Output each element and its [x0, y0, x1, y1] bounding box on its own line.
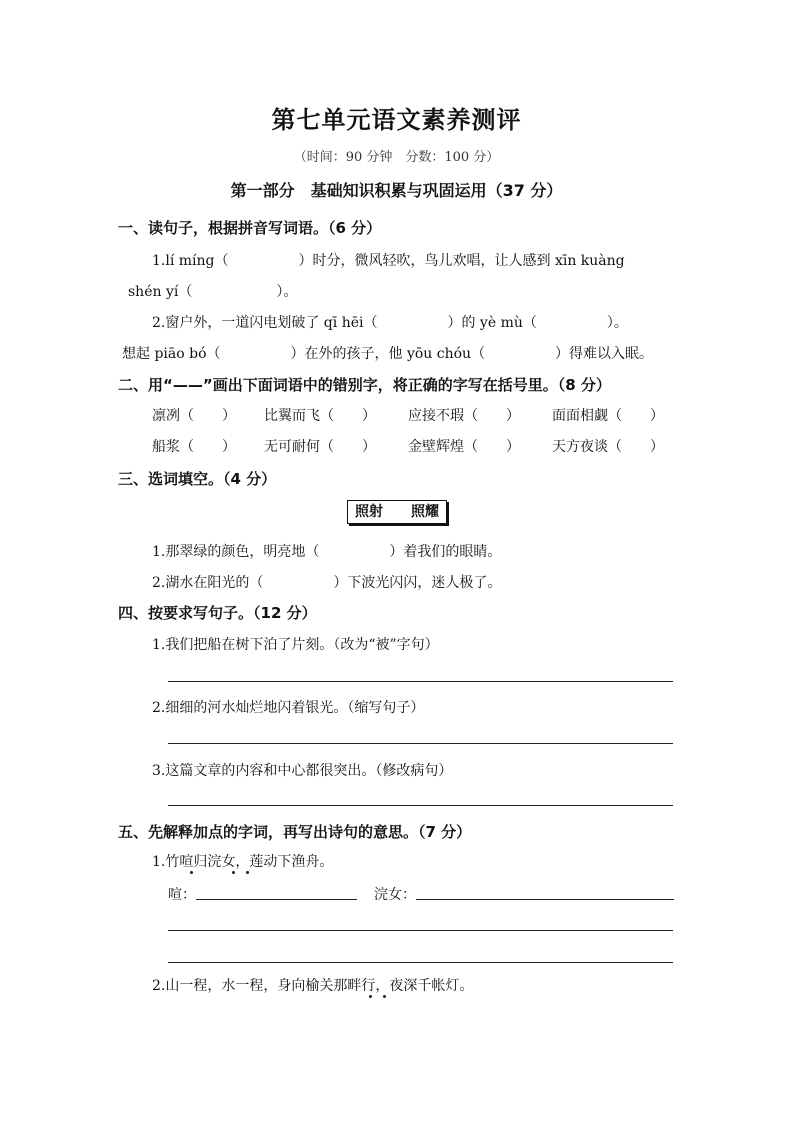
s2-word: 金壁辉煌（ ） — [408, 439, 520, 455]
s1-q2-line2: 想起 piāo bó（ ）在外的孩子，他 yōu chóu（ ）得难以入眠。 — [122, 346, 654, 362]
s4-q1: 1.我们把船在树下泊了片刻。（改为“被”字句） — [152, 637, 439, 653]
emphasis-dot — [246, 871, 249, 874]
s4-q3: 3.这篇文章的内容和中心都很突出。（修改病句） — [152, 763, 453, 779]
section-1-heading: 一、读句子，根据拼音写词语。（6 分） — [118, 219, 382, 237]
section-3-heading: 三、选词填空。（4 分） — [118, 470, 277, 488]
answer-line[interactable] — [168, 930, 673, 931]
s5-q2: 2.山一程，水一程，身向榆关那畔行，夜深千帐灯。 — [152, 978, 474, 994]
s1-q1-line1: 1.lí míng（ ）时分，微风轻吹，鸟儿欢唱，让人感到 xīn kuàng — [152, 253, 625, 269]
emphasis-dot — [232, 871, 235, 874]
s2-word: 比翼而飞（ ） — [264, 408, 376, 424]
page-title: 第七单元语文素养测评 — [271, 106, 522, 134]
s3-q2: 2.湖水在阳光的（ ）下波光闪闪，迷人极了。 — [152, 575, 502, 591]
part-heading: 第一部分 基础知识积累与巩固运用（37 分） — [230, 181, 563, 200]
s4-q2: 2.细细的河水灿烂地闪着银光。（缩写句子） — [152, 700, 425, 716]
section-4-heading: 四、按要求写句子。（12 分） — [118, 604, 317, 622]
answer-line — [168, 805, 673, 806]
section-2-heading: 二、用“——”画出下面词语中的错别字，将正确的字写在括号里。（8 分） — [118, 376, 611, 394]
word-choice-box: 照射 照耀 — [347, 500, 447, 524]
emphasis-dot — [383, 995, 386, 998]
answer-line — [168, 743, 673, 744]
s2-word: 无可耐何（ ） — [264, 439, 376, 455]
s2-word: 应接不瑕（ ） — [408, 408, 520, 424]
s2-word: 船浆（ ） — [152, 439, 236, 455]
answer-line[interactable] — [168, 962, 673, 963]
answer-line — [168, 681, 673, 682]
section-5-heading: 五、先解释加点的字词，再写出诗句的意思。（7 分） — [118, 823, 472, 841]
answer-line-xuan[interactable] — [196, 899, 357, 900]
exam-info: （时间：90 分钟 分数：100 分） — [293, 150, 500, 165]
s2-word: 面面相觑（ ） — [552, 408, 664, 424]
s1-q1-line2: shén yí（ ）。 — [128, 284, 298, 300]
emphasis-dot — [369, 995, 372, 998]
s1-q2-line1: 2.窗户外，一道闪电划破了 qī hēi（ ）的 yè mù（ ）。 — [152, 315, 628, 331]
s2-word: 凛冽（ ） — [152, 408, 236, 424]
s2-word: 天方夜谈（ ） — [552, 439, 664, 455]
label-huannu: 浣女： — [374, 887, 416, 903]
label-xuan: 喧： — [168, 887, 196, 903]
s3-q1: 1.那翠绿的颜色，明亮地（ ）着我们的眼睛。 — [152, 544, 502, 560]
answer-line-huannu[interactable] — [416, 899, 674, 900]
s5-q1: 1.竹喧归浣女，莲动下渔舟。 — [152, 854, 334, 870]
emphasis-dot — [190, 871, 193, 874]
